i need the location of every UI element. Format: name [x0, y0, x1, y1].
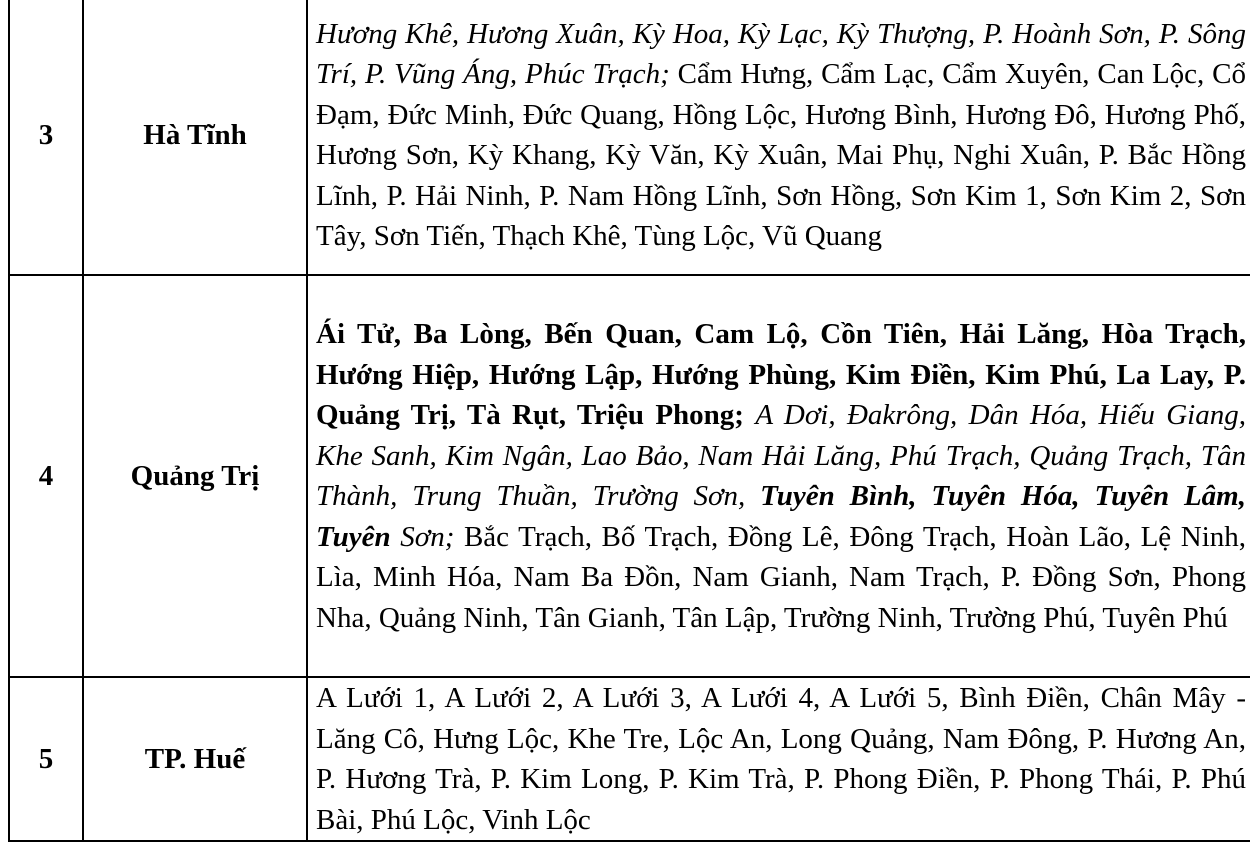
- table-row: [9, 275, 1250, 677]
- province-name: Quảng Trị: [83, 275, 307, 677]
- province-name: Hà Tĩnh: [83, 0, 307, 275]
- province-commune-table: [8, 0, 1250, 842]
- commune-group-regular: Cẩm Hưng, Cẩm Lạc, Cẩm Xuyên, Can Lộc, Cổ Đạm, Đức Minh, Đức Quang, Hồng Lộc, Hương Bình, Hương Đô, Hương Phố, Hương Sơn, Kỳ Khang, Kỳ Văn, Kỳ Xuân, Mai Phụ, Nghi Xuân, P. Bắc Hồng Lĩnh, P. Hải Ninh, P. Nam Hồng Lĩnh, Sơn Hồng, Sơn Kim 1, Sơn Kim 2, Sơn Tây, Sơn Tiến, Thạch Khê, Tùng Lộc, Vũ Quang: [316, 58, 1246, 252]
- commune-group-italic-end: Sơn;: [400, 520, 455, 553]
- commune-group-regular-a: A Lưới 1, A Lưới 2, A Lưới 3, A Lưới 4, A Lưới 5, Bình Điền,: [316, 682, 1090, 714]
- row-number: 5: [9, 677, 83, 841]
- commune-group-regular: Bắc Trạch, Bố Trạch, Đồng Lê, Đông Trạch, Hoàn Lão, Lệ Ninh, Lìa, Minh Hóa, Nam Ba Đồn, Nam Gianh, Nam Trạch, P. Đồng Sơn, Phong Nha, Quảng Ninh, Tân Gianh, Tân Lập, Trường Ninh, Trường Phú, Tuyên Phú: [316, 520, 1247, 634]
- commune-group-regular-c: - Lăng Cô, Hưng Lộc, Khe Tre, Lộc An, Long Quảng, Nam Đông, P. Hương An, P. Hương Trà, P. Kim Long, P. Kim Trà, P. Phong Điền, P. Phong Thái, P. Phú Bài, Phú Lộc, Vinh Lộc: [316, 682, 1246, 836]
- commune-group-bold: Ái Tử, Ba Lòng, Bến Quan, Cam Lộ, Cồn Tiên, Hải Lăng, Hòa Trạch, Hướng Hiệp, Hướng Lập, Hướng Phùng, Kim Điền, Kim Phú, La Lay, P. Quảng Trị, Tà Rụt, Triệu Phong;: [316, 318, 1246, 431]
- commune-list: [307, 0, 1250, 275]
- commune-list: [307, 275, 1250, 677]
- table-row: [9, 677, 1250, 841]
- commune-list: [307, 677, 1250, 841]
- row-number: 4: [9, 275, 83, 677]
- commune-group-bold-italic: Tuyên Bình, Tuyên Hóa, Tuyên Lâm, Tuyên: [316, 480, 1246, 553]
- commune-group-italic: A Dơi, Đakrông, Dân Hóa, Hiếu Giang, Khe Sanh, Kim Ngân, Lao Bảo, Nam Hải Lăng, Phú Trạch, Quảng Trạch, Tân Thành, Trung Thuần, Trường Sơn,: [316, 399, 1246, 512]
- commune-group-italic: Hương Khê, Hương Xuân, Kỳ Hoa, Kỳ Lạc, Kỳ Thượng, P. Hoành Sơn, P. Sông Trí, P. Vũng Áng, Phúc Trạch;: [316, 17, 1246, 90]
- table-row: [9, 0, 1250, 275]
- row-number: 3: [9, 0, 83, 275]
- province-name: TP. Huế: [83, 677, 307, 841]
- commune-group-regular-b: Chân Mây: [1100, 682, 1226, 714]
